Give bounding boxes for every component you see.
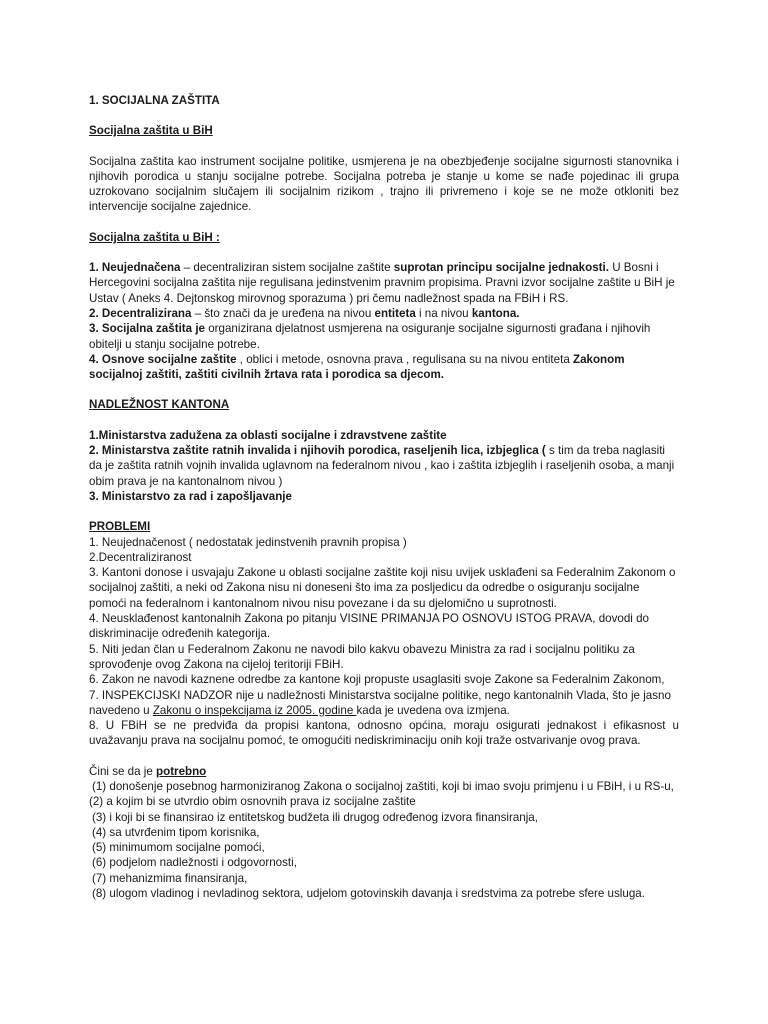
section-heading-nadleznost-kantona: NADLEŽNOST KANTONA bbox=[89, 398, 230, 412]
problem-item: 4. Neusklađenost kantonalnih Zakona po pitanju VISINE PRIMANJA PO OSNOVU ISTOG PRAVA, dovodi do diskriminacije određenih kategorija. bbox=[89, 612, 649, 641]
point-decentralizirana: 2. Decentralizirana – što znači da je uređena na nivou entiteta i na nivou kantona. bbox=[89, 306, 520, 320]
kanton-item-3: 3. Ministarstvo za rad i zapošljavanje bbox=[89, 489, 292, 503]
potrebno-heading: Čini se da je potrebno bbox=[89, 764, 207, 778]
document-body bbox=[89, 93, 679, 901]
intro-paragraph: Socijalna zaštita kao instrument socijalne politike, usmjerena je na obezbjeđenje socijalne sigurnosti stanovnika i njihovih porodica u stanju socijalne potrebe. Socijalna potreba je stanje u kome se nađe pojedinac ili grupa uzrokovano socijalnim slučajem ili socijalnim rizikom , trajno ili privremeno i koje se ne može otkloniti bez intervencije socijalne zajednice. bbox=[89, 154, 679, 214]
problem-item: 2.Decentraliziranost bbox=[89, 550, 192, 564]
kanton-item-2: 2. Ministarstva zaštite ratnih invalida i njihovih porodica, raseljenih lica, izbjeglica ( s tim da treba naglasiti da je zaštita ratnih vojnih invalida uglavnom na federalnom nivou , kao i zaštita izbjeglih i raseljenih osoba, a manji obim prava je na kantonalnom nivou ) bbox=[89, 444, 675, 488]
problem-item: 6. Zakon ne navodi kaznene odredbe za kantone koji propuste usaglasiti svoje Zakone sa Federalnim Zakonom, bbox=[89, 673, 665, 687]
potrebno-item: (6) podjelom nadležnosti i odgovornosti, bbox=[92, 856, 297, 870]
potrebno-item: (3) i koji bi se finansirao iz entitetskog budžeta ili drugog određenog izvora finansiranja, bbox=[92, 810, 538, 824]
potrebno-item: (5) minimumom socijalne pomoći, bbox=[92, 841, 265, 855]
potrebno-item: (4) sa utvrđenim tipom korisnika, bbox=[92, 825, 260, 839]
kanton-item-1: 1.Ministarstva zadužena za oblasti socijalne i zdravstvene zaštite bbox=[89, 428, 447, 442]
point-neujednacena: 1. Neujednačena – decentraliziran sistem socijalne zaštite suprotan principu socijalne jednakosti. U Bosni i Hercegovini socijalna zaštita nije regulisana jedinstvenim pravnim propisima. Pravni izvor socijalne zaštite u BiH je Ustav ( Aneks 4. Dejtonskog mirovnog sporazuma ) pri čemu nadležnost spada na FBiH i RS. bbox=[89, 261, 675, 305]
problem-item: 5. Niti jedan član u Federalnom Zakonu ne navodi bilo kakvu obavezu Ministra za rad i socijalnu politiku za sprovođenje ovog Zakona na cijeloj teritoriji FBiH. bbox=[89, 642, 635, 671]
section-heading-socijalna-zastita-list: Socijalna zaštita u BiH : bbox=[89, 230, 220, 244]
potrebno-item: (7) mehanizmima finansiranja, bbox=[92, 871, 248, 885]
potrebno-item: (8) ulogom vladinog i nevladinog sektora, udjelom gotovinskih davanja i sredstvima za potrebe sfere usluga. bbox=[92, 887, 645, 901]
point-socijalna-zastita: 3. Socijalna zaštita je organizirana djelatnost usmjerena na osiguranje socijalne sigurnosti građana i njihovih obitelji u stanju socijalne potrebe. bbox=[89, 322, 651, 351]
problem-item: 1. Neujednačenost ( nedostatak jedinstvenih pravnih propisa ) bbox=[89, 535, 407, 549]
document-title: 1. SOCIJALNA ZAŠTITA bbox=[89, 94, 220, 107]
problem-item-7: 7. INSPEKCIJSKI NADZOR nije u nadležnosti Ministarstva socijalne politike, nego kantonalnih Vlada, što je jasno navedeno u Zakonu o inspekcijama iz 2005. godine kada je uvedena ova izmjena. bbox=[89, 688, 671, 717]
problem-item-8: 8. U FBiH se ne predviđa da propisi kantona, odnosno općina, moraju osigurati jednakost i efikasnost u uvažavanju prava na socijalnu pomoć, te omogućiti nediskriminaciju onih koji traže ostvarivanje ovog prava. bbox=[89, 719, 679, 748]
point-osnove: 4. Osnove socijalne zaštite , oblici i metode, osnovna prava , regulisana su na nivou entiteta Zakonom socijalnoj zaštiti, zaštiti civilnih žrtava rata i porodica sa djecom. bbox=[89, 352, 625, 382]
section-heading-problemi: PROBLEMI bbox=[89, 520, 151, 534]
potrebno-item: (2) a kojim bi se utvrdio obim osnovnih prava iz socijalne zaštite bbox=[89, 795, 416, 809]
section-heading-socijalna-zastita: Socijalna zaštita u BiH bbox=[89, 124, 213, 138]
potrebno-item: (1) donošenje posebnog harmoniziranog Zakona o socijalnoj zaštiti, koji bi imao svoju primjenu i u FBiH, i u RS-u, bbox=[92, 779, 674, 793]
problem-item: 3. Kantoni donose i usvajaju Zakone u oblasti socijalne zaštite koji nisu uvijek usklađeni sa Federalnim Zakonom o socijalnoj zaštiti, a neki od Zakona nisu ni doneseni što ima za posljedicu da odredbe o osiguranju socijalne pomoći na federalnom i kantonalnom nivou nisu povezane i da su djelomično u suprotnosti. bbox=[89, 566, 676, 610]
